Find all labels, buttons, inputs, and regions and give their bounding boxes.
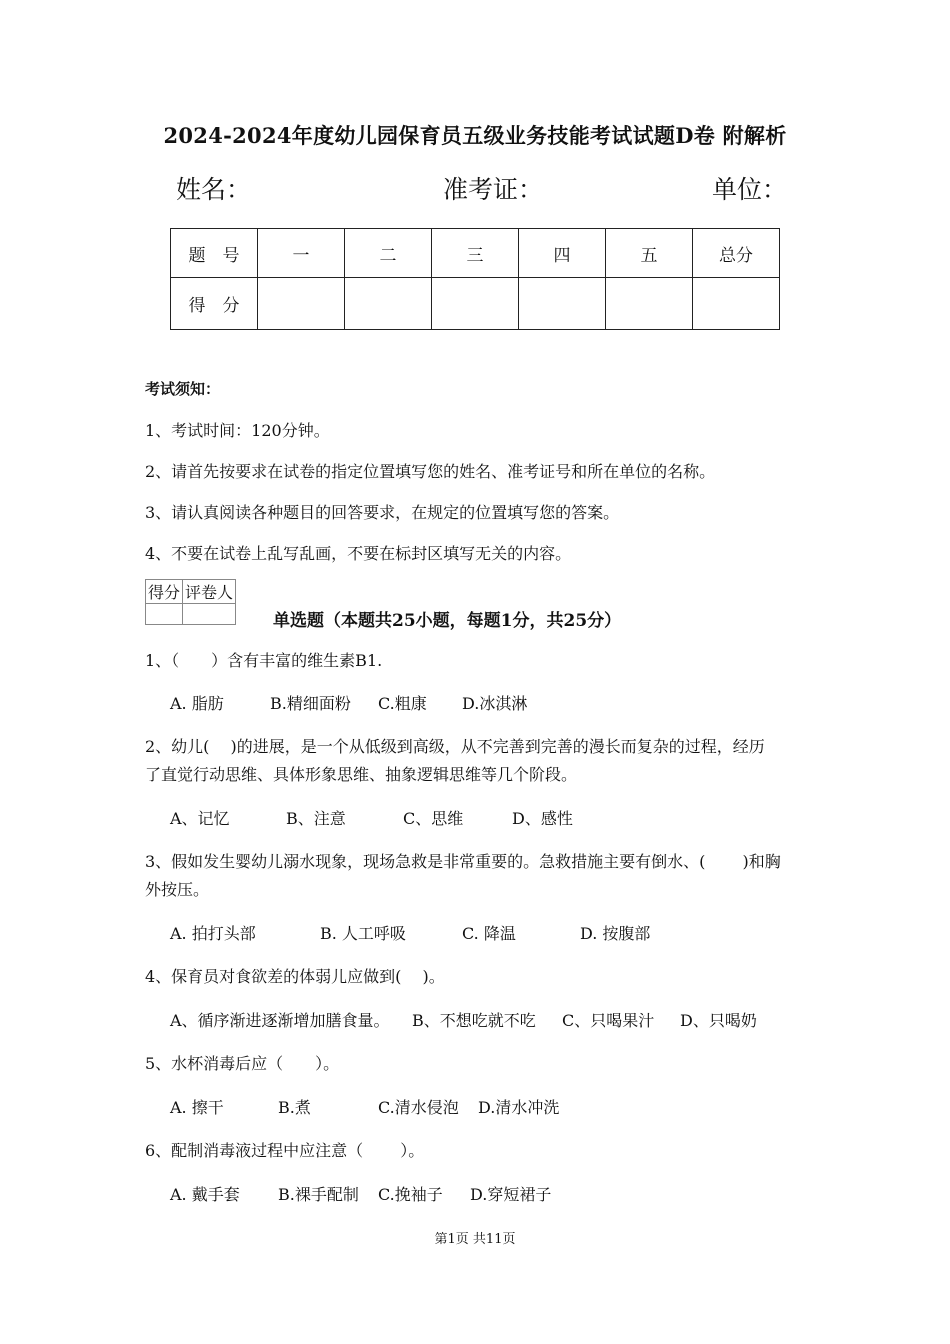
exam-id-label: 准考证： <box>443 175 544 204</box>
question-option[interactable]: C.清水侵泡 <box>378 1098 459 1117</box>
page-title: 2024-2024年度幼儿园保育员五级业务技能考试试题D卷 附解析 <box>163 123 787 148</box>
question-option[interactable]: D.冰淇淋 <box>462 694 528 713</box>
score-cell[interactable] <box>519 278 606 330</box>
question-option[interactable]: B、注意 <box>286 809 346 828</box>
score-cell[interactable] <box>693 278 780 330</box>
score-table-header-cell: 总分 <box>693 229 780 278</box>
score-table-score-row <box>171 278 780 330</box>
question-option[interactable]: C.粗康 <box>378 694 427 713</box>
score-cell[interactable] <box>432 278 519 330</box>
notes-item: 4、不要在试卷上乱写乱画，不要在标封区填写无关的内容。 <box>145 544 572 563</box>
notes-item: 1、考试时间：120分钟。 <box>145 421 330 440</box>
score-table-header-cell: 五 <box>606 229 693 278</box>
grader-box-score-cell[interactable] <box>146 604 183 625</box>
score-table-header-cell: 三 <box>432 229 519 278</box>
question-option[interactable]: C.挽袖子 <box>378 1185 443 1204</box>
question-option[interactable]: A. 戴手套 <box>170 1185 240 1204</box>
question-option[interactable]: D、只喝奶 <box>680 1011 757 1030</box>
notes-title: 考试须知： <box>145 380 221 398</box>
score-cell[interactable] <box>606 278 693 330</box>
question-option[interactable]: C. 降温 <box>462 924 516 943</box>
unit-label: 单位： <box>712 175 788 204</box>
question-option[interactable]: D、感性 <box>512 809 573 828</box>
grader-box-score-label: 得分 <box>146 580 183 604</box>
question-stem: 外按压。 <box>145 880 210 899</box>
question-option[interactable]: D.清水冲洗 <box>478 1098 560 1117</box>
question-stem: 1、（ ）含有丰富的维生素B1. <box>145 651 383 670</box>
score-table-header-cell: 四 <box>519 229 606 278</box>
question-option[interactable]: B、不想吃就不吃 <box>412 1011 536 1030</box>
question-stem: 2、幼儿( )的进展，是一个从低级到高级，从不完善到完善的漫长而复杂的过程，经历 <box>145 737 765 756</box>
question-option[interactable]: C、思维 <box>403 809 464 828</box>
score-table <box>170 228 780 330</box>
question-stem: 5、水杯消毒后应（ ）。 <box>145 1054 340 1073</box>
grader-box-grader-cell[interactable] <box>183 604 236 625</box>
question-option[interactable]: B. 人工呼吸 <box>320 924 406 943</box>
notes-item: 2、请首先按要求在试卷的指定位置填写您的姓名、准考证号和所在单位的名称。 <box>145 462 716 481</box>
question-option[interactable]: C、只喝果汁 <box>562 1011 655 1030</box>
grader-box-grader-label: 评卷人 <box>183 580 236 604</box>
score-table-header-cell: 二 <box>345 229 432 278</box>
question-stem: 4、保育员对食欲差的体弱儿应做到( )。 <box>145 967 445 986</box>
question-stem: 3、假如发生婴幼儿溺水现象，现场急救是非常重要的。急救措施主要有倒水、( )和胸 <box>145 852 781 871</box>
question-stem: 6、配制消毒液过程中应注意（ ）。 <box>145 1141 425 1160</box>
score-row-label: 得 分 <box>171 278 258 330</box>
name-label: 姓名： <box>176 175 252 204</box>
question-option[interactable]: D. 按腹部 <box>580 924 651 943</box>
section-title: 单选题（本题共25小题，每题1分，共25分） <box>273 611 622 631</box>
question-option[interactable]: A、循序渐进逐渐增加膳食量。 <box>170 1011 390 1030</box>
question-option[interactable]: A. 脂肪 <box>170 694 224 713</box>
score-cell[interactable] <box>345 278 432 330</box>
question-option[interactable]: B.煮 <box>278 1098 311 1117</box>
question-option[interactable]: B.裸手配制 <box>278 1185 359 1204</box>
notes-item: 3、请认真阅读各种题目的回答要求，在规定的位置填写您的答案。 <box>145 503 620 522</box>
score-table-header-cell: 一 <box>258 229 345 278</box>
score-table-header-cell: 题 号 <box>171 229 258 278</box>
question-stem: 了直觉行动思维、具体形象思维、抽象逻辑思维等几个阶段。 <box>145 765 578 784</box>
question-option[interactable]: D.穿短裙子 <box>470 1185 552 1204</box>
score-cell[interactable] <box>258 278 345 330</box>
page-footer: 第1页 共11页 <box>434 1232 516 1247</box>
question-option[interactable]: A. 拍打头部 <box>170 924 256 943</box>
score-table-header-row <box>171 229 780 278</box>
question-option[interactable]: A、记忆 <box>170 809 230 828</box>
grader-box <box>145 579 236 625</box>
question-option[interactable]: B.精细面粉 <box>270 694 351 713</box>
question-option[interactable]: A. 擦干 <box>170 1098 224 1117</box>
